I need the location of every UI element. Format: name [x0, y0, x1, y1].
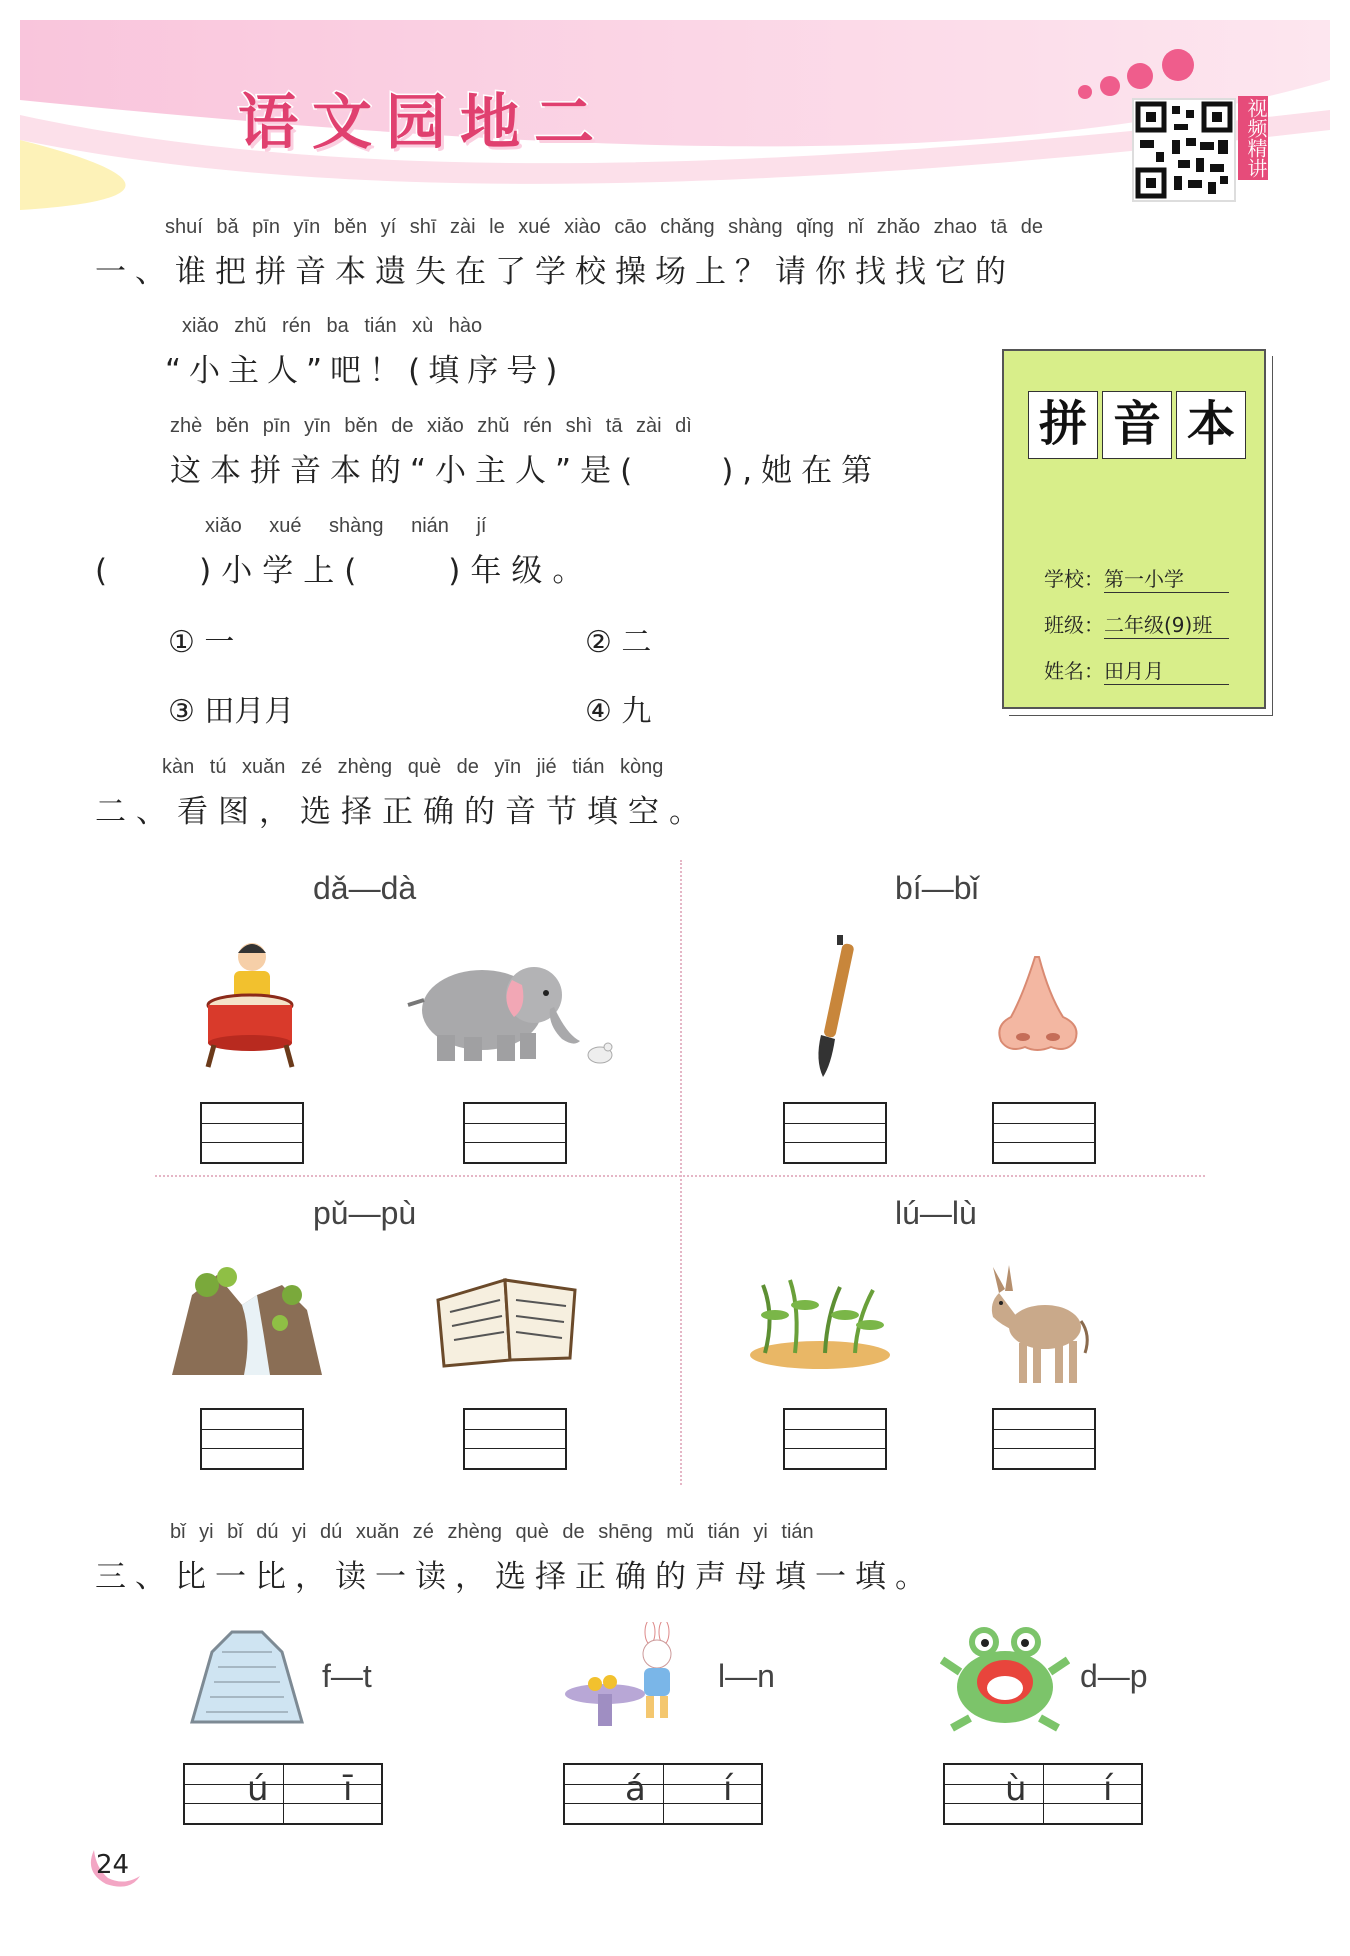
section3-pinyin: bǐ yi bǐ dú yi dú xuǎn zé zhèng què de shēng mǔ tián yi tián [170, 1521, 814, 1543]
four-line-box-rabbit[interactable] [563, 1763, 763, 1825]
option-2: ② 二 [585, 625, 652, 660]
section1-line3-pinyin: zhè běn pīn yīn běn de xiǎo zhǔ rén shì tā zài dì [170, 415, 692, 437]
syllable-pair-da: dǎ—dà [313, 870, 417, 906]
four-line-box-frog[interactable] [943, 1763, 1143, 1825]
vowel-tone: í [723, 1769, 733, 1809]
notebook-title-char: 本 [1176, 391, 1246, 459]
nose-picture [995, 955, 1080, 1055]
section1-line3-fill-blank[interactable]: 这本拼音本的“小主人”是( ),她在第 [170, 453, 882, 489]
answer-box-brush[interactable] [783, 1102, 887, 1164]
grid-divider-horizontal [155, 1175, 1205, 1177]
answer-box-score[interactable] [463, 1408, 567, 1470]
initial-pair-ln: l—n [718, 1658, 775, 1694]
section1-line2-pinyin: xiǎo zhǔ rén ba tián xù hào [182, 315, 483, 337]
answer-box-drum[interactable] [200, 1102, 304, 1164]
initial-pair-ft: f—t [322, 1658, 372, 1694]
vowel-tone: í [1103, 1769, 1113, 1809]
answer-box-waterfall[interactable] [200, 1408, 304, 1470]
syllable-pair-bi: bí—bǐ [895, 870, 979, 906]
section1-line4-pinyin: xiǎo xué shàng nián jí [205, 515, 487, 537]
notebook-school: 学校：第一小学 [1044, 563, 1229, 593]
answer-box-nose[interactable] [992, 1102, 1096, 1164]
notebook-title-char: 拼 [1028, 391, 1098, 459]
section3-question: 三、比一比，读一读，选择正确的声母填一填。 [95, 1559, 935, 1595]
section2-pinyin: kàn tú xuǎn zé zhèng què de yīn jié tián kòng [162, 756, 664, 778]
four-line-box-escalator[interactable] [183, 1763, 383, 1825]
video-lesson-label[interactable]: 视频精讲 [1238, 96, 1268, 180]
notebook-title-char: 音 [1102, 391, 1172, 459]
section1-line4-fill-blank[interactable]: ( )小学上( )年级。 [95, 553, 594, 589]
frog-picture [940, 1622, 1070, 1732]
vowel-tone: á [625, 1769, 646, 1809]
notebook-class: 班级：二年级(9)班 [1044, 609, 1229, 639]
writing-brush-picture [805, 935, 865, 1080]
syllable-pair-lu: lú—lù [895, 1195, 977, 1231]
escalator-picture [182, 1622, 312, 1732]
option-1: ① 一 [168, 625, 235, 660]
music-score-picture [430, 1270, 585, 1370]
option-3: ③ 田月月 [168, 694, 295, 729]
qr-code-icon[interactable] [1132, 98, 1236, 202]
donkey-picture [975, 1265, 1095, 1390]
vowel-tone: ī [343, 1769, 353, 1809]
elephant-picture [402, 955, 632, 1070]
syllable-pair-pu: pǔ—pù [313, 1195, 417, 1231]
section1-line1-pinyin: shuí bǎ pīn yīn běn yí shī zài le xué xiào cāo chǎng shàng qǐng nǐ zhǎo zhao tā de [165, 216, 1044, 238]
rabbit-table-picture [560, 1622, 690, 1737]
section1-line2: “小主人”吧！(填序号) [165, 353, 566, 389]
initial-pair-dp: d—p [1080, 1658, 1148, 1694]
section2-question: 二、看图，选择正确的音节填空。 [95, 794, 710, 830]
vowel-tone: ù [1005, 1769, 1027, 1809]
answer-box-elephant[interactable] [463, 1102, 567, 1164]
answer-box-reeds[interactable] [783, 1408, 887, 1470]
option-4: ④ 九 [585, 694, 652, 729]
notebook-title [1028, 391, 1250, 459]
waterfall-picture [172, 1265, 322, 1375]
vowel-tone: ú [247, 1769, 269, 1809]
pinyin-notebook-card [1002, 349, 1266, 709]
notebook-name: 姓名：田月月 [1044, 655, 1229, 685]
answer-box-donkey[interactable] [992, 1408, 1096, 1470]
drum-boy-picture [200, 935, 300, 1070]
reeds-picture [745, 1275, 895, 1370]
page-number: 24 [96, 1850, 130, 1880]
page-title: 语文园地二 [238, 88, 608, 158]
section1-question: 一、谁把拼音本遗失在了学校操场上？请你找找它的 [95, 254, 1015, 290]
grid-divider-vertical [680, 860, 682, 1485]
